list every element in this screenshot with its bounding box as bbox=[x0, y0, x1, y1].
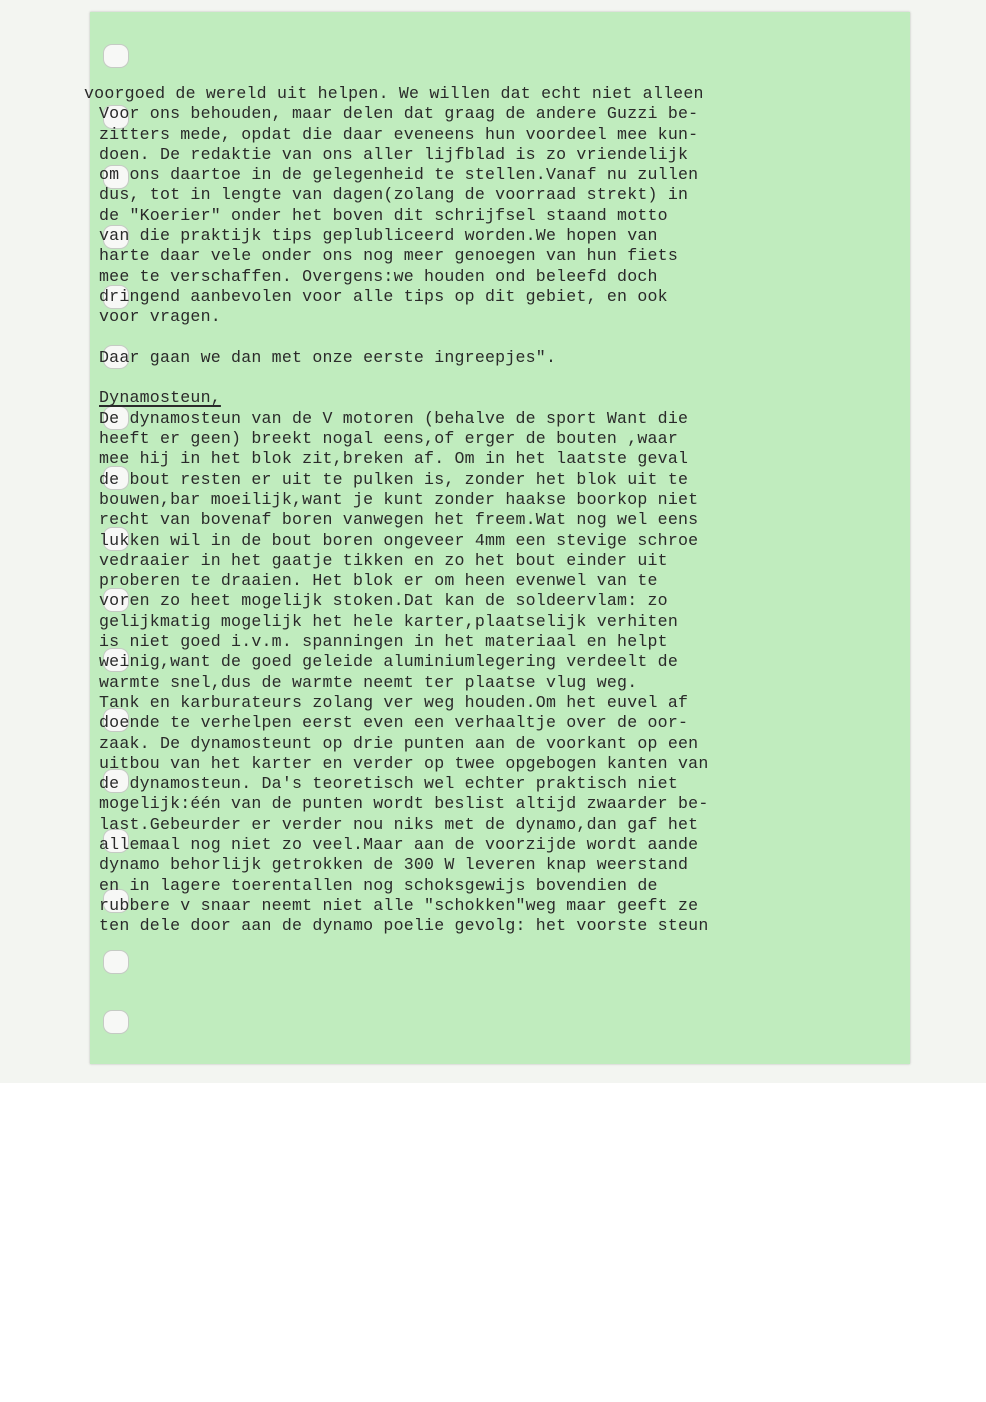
text-line: Tank en karburateurs zolang ver weg houden.Om het euvel af bbox=[99, 692, 689, 712]
typewritten-text bbox=[84, 84, 784, 936]
text-line: doen. De redaktie van ons aller lijfblad is zo vriendelijk bbox=[99, 144, 689, 164]
blank-line bbox=[84, 328, 784, 348]
text-line: de "Koerier" onder het boven dit schrijfsel staand motto bbox=[99, 205, 668, 225]
section-heading: Dynamosteun, bbox=[99, 388, 221, 408]
text-line: mee te verschaffen. Overgens:we houden ond beleefd doch bbox=[99, 266, 658, 286]
text-line: om ons daartoe in de gelegenheid te stellen.Vanaf nu zullen bbox=[99, 165, 699, 185]
text-line: last.Gebeurder er verder nou niks met de dynamo,dan gaf het bbox=[99, 814, 699, 834]
text-line: zaak. De dynamosteunt op drie punten aan de voorkant op een bbox=[99, 733, 699, 753]
text-line: de dynamosteun. Da's teoretisch wel echter praktisch niet bbox=[99, 774, 678, 794]
text-line: mogelijk:één van de punten wordt beslist altijd zwaarder be- bbox=[99, 794, 709, 814]
text-line: heeft er geen) breekt nogal eens,of erger de bouten ,waar bbox=[99, 429, 678, 449]
text-line: gelijkmatig mogelijk het hele karter,plaatselijk verhiten bbox=[99, 611, 678, 631]
text-line: rubbere v snaar neemt niet alle "schokken"weg maar geeft ze bbox=[99, 895, 699, 915]
text-line: uitbou van het karter en verder op twee opgebogen kanten van bbox=[99, 753, 709, 773]
text-line: en in lagere toerentallen nog schoksgewijs bovendien de bbox=[99, 875, 658, 895]
text-line: is niet goed i.v.m. spanningen in het materiaal en helpt bbox=[99, 632, 668, 652]
blank-line bbox=[84, 368, 784, 388]
text-line: recht van bovenaf boren vanwegen het freem.Wat nog wel eens bbox=[99, 510, 699, 530]
text-line: doende te verhelpen eerst even een verhaaltje over de oor- bbox=[99, 713, 689, 733]
punch-hole bbox=[103, 1010, 129, 1034]
punch-hole bbox=[103, 44, 129, 68]
text-line: proberen te draaien. Het blok er om heen evenwel van te bbox=[99, 571, 658, 591]
text-line: de bout resten er uit te pulken is, zonder het blok uit te bbox=[99, 469, 689, 489]
text-line: harte daar vele onder ons nog meer genoegen van hun fiets bbox=[99, 246, 678, 266]
text-line: voren zo heet mogelijk stoken.Dat kan de soldeervlam: zo bbox=[99, 591, 668, 611]
text-line: van die praktijk tips geplubliceerd worden.We hopen van bbox=[99, 226, 658, 246]
text-line: zitters mede, opdat die daar eveneens hun voordeel mee kun- bbox=[99, 124, 699, 144]
punch-hole bbox=[103, 950, 129, 974]
text-line: voorgoed de wereld uit helpen. We willen dat echt niet alleen bbox=[84, 84, 704, 103]
text-line: ten dele door aan de dynamo poelie gevolg: het voorste steun bbox=[99, 916, 709, 936]
text-line: weinig,want de goed geleide aluminiumlegering verdeelt de bbox=[99, 652, 678, 672]
text-line: allemaal nog niet zo veel.Maar aan de voorzijde wordt aande bbox=[99, 834, 699, 854]
text-line: vedraaier in het gaatje tikken en zo het bout einder uit bbox=[99, 550, 668, 570]
text-line: mee hij in het blok zit,breken af. Om in het laatste geval bbox=[99, 449, 689, 469]
text-line: warmte snel,dus de warmte neemt ter plaatse vlug weg. bbox=[99, 672, 638, 692]
text-line: Voor ons behouden, maar delen dat graag de andere Guzzi be- bbox=[99, 104, 699, 124]
text-line: voor vragen. bbox=[99, 307, 221, 327]
text-line: bouwen,bar moeilijk,want je kunt zonder haakse boorkop niet bbox=[99, 489, 699, 509]
text-line: lukken wil in de bout boren ongeveer 4mm een stevige schroe bbox=[99, 530, 699, 550]
text-line: dringend aanbevolen voor alle tips op dit gebiet, en ook bbox=[99, 286, 668, 306]
text-line: dus, tot in lengte van dagen(zolang de voorraad strekt) in bbox=[99, 185, 689, 205]
text-line: De dynamosteun van de V motoren (behalve de sport Want die bbox=[99, 408, 689, 428]
intro-closing-line: Daar gaan we dan met onze eerste ingreepjes". bbox=[99, 347, 557, 367]
text-line: dynamo behorlijk getrokken de 300 W leveren knap weerstand bbox=[99, 855, 689, 875]
